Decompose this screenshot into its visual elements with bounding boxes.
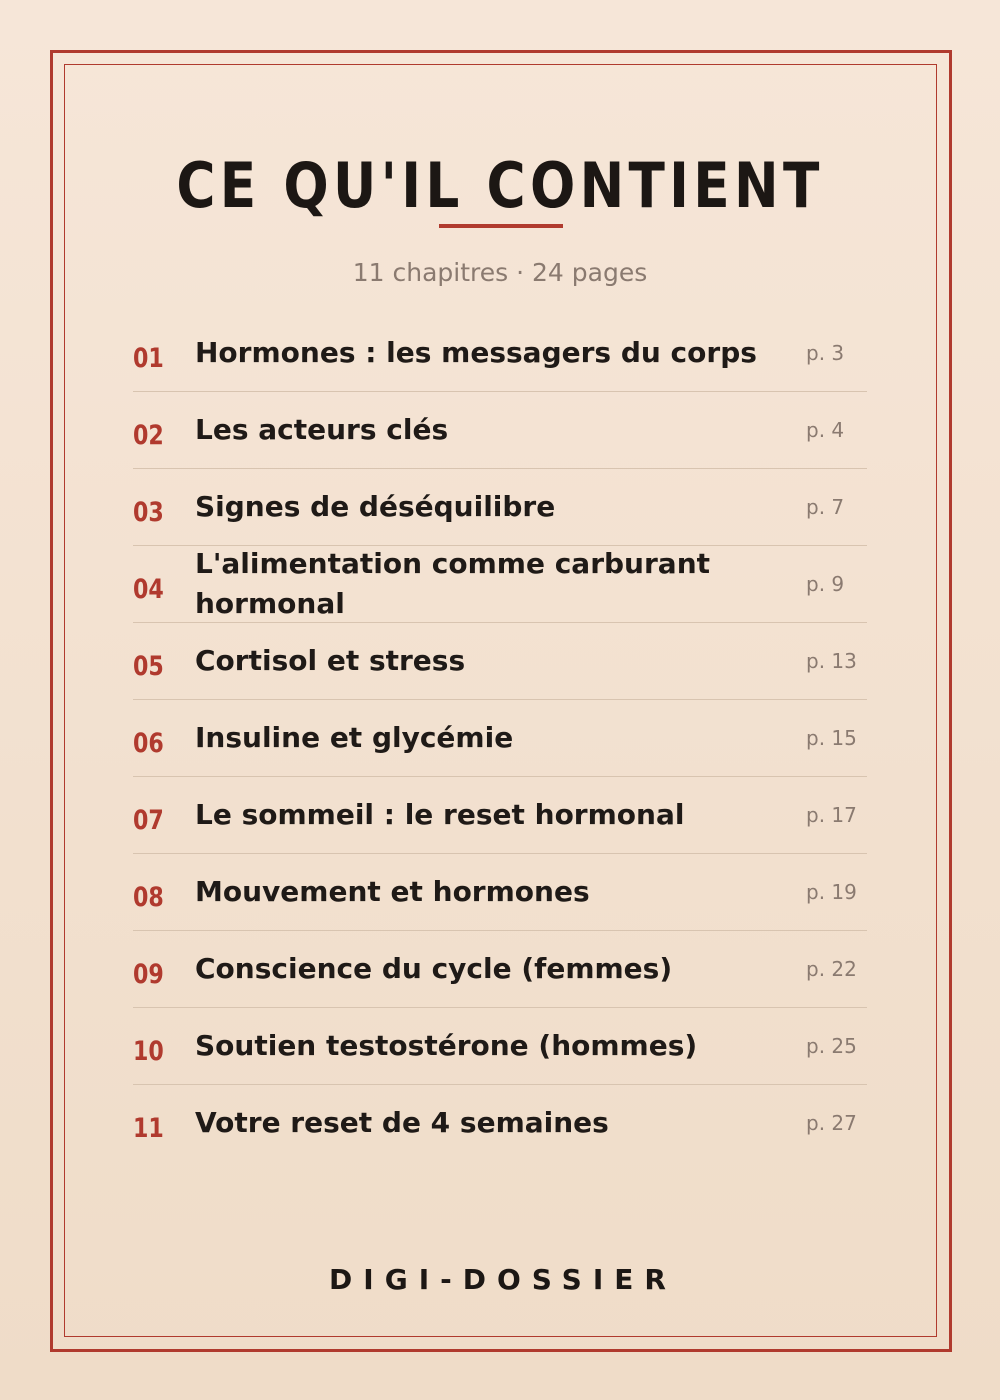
chapter-title: Soutien testostérone (hommes): [195, 1029, 698, 1062]
chapter-number: 04: [133, 574, 164, 605]
chapter-number: 09: [133, 959, 164, 990]
chapter-page: p. 13: [806, 649, 857, 673]
chapter-page: p. 22: [806, 957, 857, 981]
toc-row[interactable]: [133, 392, 867, 469]
toc-row[interactable]: [133, 469, 867, 546]
toc-row[interactable]: [133, 854, 867, 931]
title-underline-accent: [439, 224, 563, 228]
chapter-number: 01: [133, 343, 164, 374]
chapter-number: 07: [133, 805, 164, 836]
chapter-title: Signes de déséquilibre: [195, 490, 556, 523]
chapter-title: L'alimentation comme carburant hormonal: [195, 547, 711, 620]
chapter-title: Cortisol et stress: [195, 644, 466, 677]
chapter-number: 08: [133, 882, 164, 913]
toc-row[interactable]: [133, 931, 867, 1008]
chapter-title: Mouvement et hormones: [195, 875, 590, 908]
chapter-page: p. 15: [806, 726, 857, 750]
chapter-title: Insuline et glycémie: [195, 721, 514, 754]
chapter-number: 11: [133, 1113, 164, 1144]
chapter-page: p. 3: [806, 341, 845, 365]
chapter-page: p. 4: [806, 418, 845, 442]
chapter-number: 10: [133, 1036, 164, 1067]
chapter-title: Conscience du cycle (femmes): [195, 952, 673, 985]
toc-row[interactable]: [133, 546, 867, 623]
chapter-number: 02: [133, 420, 164, 451]
page-title: CE QU'IL CONTIENT: [176, 149, 824, 222]
chapter-page: p. 17: [806, 803, 857, 827]
toc-row[interactable]: [133, 623, 867, 700]
chapter-number: 05: [133, 651, 164, 682]
toc-row[interactable]: [133, 1008, 867, 1085]
page-subtitle: 11 chapitres · 24 pages: [352, 258, 648, 287]
chapter-page: p. 19: [806, 880, 857, 904]
chapter-title: Hormones : les messagers du corps: [195, 336, 757, 369]
chapter-page: p. 27: [806, 1111, 857, 1135]
toc-row[interactable]: [133, 777, 867, 854]
toc-row[interactable]: [133, 1085, 867, 1161]
table-of-contents: [133, 315, 867, 1161]
chapter-title: Votre reset de 4 semaines: [195, 1106, 609, 1139]
toc-row[interactable]: [133, 315, 867, 392]
chapter-title: Les acteurs clés: [195, 413, 449, 446]
toc-row[interactable]: [133, 700, 867, 777]
brand-footer: DIGI-DOSSIER: [329, 1263, 677, 1296]
chapter-page: p. 7: [806, 495, 845, 519]
chapter-title: Le sommeil : le reset hormonal: [195, 798, 685, 831]
chapter-number: 03: [133, 497, 164, 528]
chapter-page: p. 25: [806, 1034, 857, 1058]
chapter-page: p. 9: [806, 572, 845, 596]
chapter-number: 06: [133, 728, 164, 759]
